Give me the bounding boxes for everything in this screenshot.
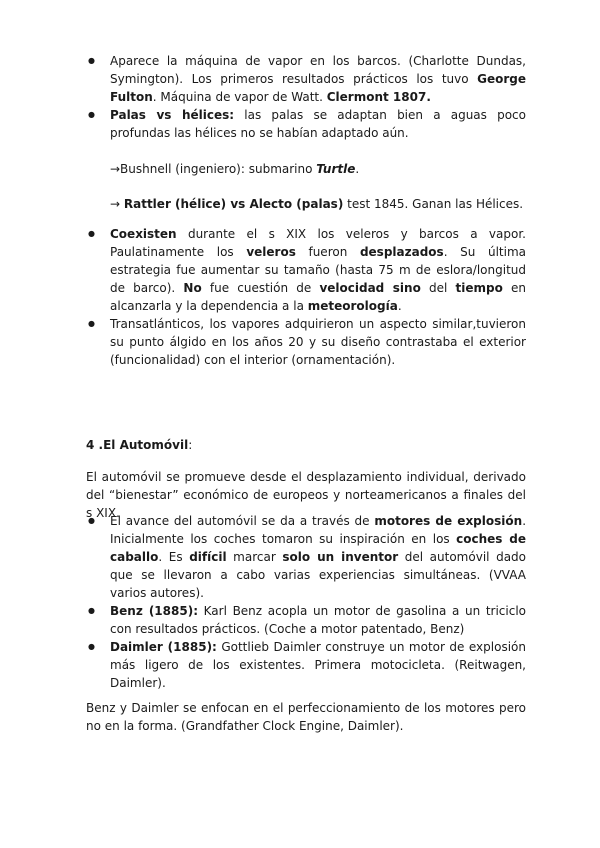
bold-text: tiempo — [455, 281, 503, 295]
text: . Máquina de vapor de Watt. — [152, 90, 327, 104]
bold-italic-text: Turtle — [316, 162, 356, 176]
text: del — [420, 281, 456, 295]
bold-text: solo un inventor — [282, 550, 399, 564]
bold-text: difícil — [189, 550, 227, 564]
list-item-engines — [86, 512, 526, 602]
text: . — [355, 162, 360, 176]
text: El avance del automóvil se da a través de — [110, 514, 375, 528]
text: . — [397, 299, 402, 313]
text: → — [110, 197, 124, 211]
text: marcar — [226, 550, 283, 564]
heading-colon: : — [188, 438, 193, 452]
list-item-transatlantic — [86, 315, 526, 369]
text: . Es — [158, 550, 190, 564]
automobile-list — [86, 512, 526, 692]
text: test 1845. Ganan las Hélices. — [343, 197, 524, 211]
text: →Bushnell (ingeniero): submarino — [110, 162, 317, 176]
text: Transatlánticos, los vapores adquirieron un aspecto similar,tuvieron su punto álgido en los años 20 y su diseño contrastaba el exterior (funcionalidad) con el interior (ornamentación). — [110, 317, 526, 367]
text: Gottlieb Daimler construye un motor de explosión más ligero de los existentes. Primera motocicleta. (Reitwagen, Daimler). — [110, 640, 526, 690]
bold-text: desplazados — [359, 245, 444, 259]
steam-ships-list — [86, 52, 526, 142]
list-item-coexist — [86, 225, 526, 315]
bold-text: Rattler (hélice) vs Alecto (palas) — [123, 197, 344, 211]
bold-text: meteorología — [307, 299, 398, 313]
bold-text: George Fulton — [110, 72, 526, 104]
text: las palas se adaptan bien a aguas poco profundas las hélices no se habían adaptado aún. — [110, 108, 526, 140]
list-item-daimler — [86, 638, 526, 692]
bold-text: veleros — [246, 245, 296, 259]
bold-text: Daimler (1885): — [110, 640, 217, 654]
bold-text: Clermont 1807. — [326, 90, 431, 104]
intro-paragraph: El automóvil se promueve desde el desplazamiento individual, derivado del “bienestar” económico de europeos y norteamericanos a finales del s XIX. — [86, 470, 526, 520]
bold-text: Palas vs hélices: — [110, 108, 235, 122]
text: Karl Benz acopla un motor de gasolina a un triciclo con resultados prácticos. (Coche a motor patentado, Benz) — [110, 604, 527, 636]
heading-text: 4 .El Automóvil — [86, 438, 189, 452]
bold-text: motores de explosión — [374, 514, 523, 528]
section-heading-automovil — [86, 436, 192, 454]
list-item-paddles-vs-propellers — [86, 106, 526, 142]
coexistence-list — [86, 225, 526, 369]
text: . Inicialmente los coches tomaron su inspiración en los — [110, 514, 527, 546]
closing-paragraph: Benz y Daimler se enfocan en el perfeccionamiento de los motores pero no en la forma. (Grandfather Clock Engine, Daimler). — [86, 701, 526, 733]
text: del automóvil dado que se llevaron a cabo varias experiencias simultáneas. (VVAA varios autores). — [110, 550, 527, 600]
text: fue cuestión de — [201, 281, 320, 295]
text: Aparece la máquina de vapor en los barcos. (Charlotte Dundas, Symington). Los primeros resultados prácticos los tuvo — [110, 54, 526, 86]
text: durante el s XIX los veleros y barcos a vapor. Paulatinamente los — [110, 227, 526, 259]
list-item-steam-engine — [86, 52, 526, 106]
text: fueron — [295, 245, 360, 259]
bold-text: Coexisten — [110, 227, 177, 241]
bold-text: coches de caballo — [110, 532, 526, 564]
text: . Su última estrategia fue aumentar su tamaño (hasta 75 m de eslora/longitud de barco). — [110, 245, 527, 295]
list-item-benz — [86, 602, 526, 638]
bold-text: No — [183, 281, 202, 295]
bold-text: Benz (1885): — [110, 604, 198, 618]
bold-text: velocidad sino — [319, 281, 421, 295]
arrow-line-bushnell — [110, 160, 530, 178]
text: en alcanzarla y la dependencia a la — [110, 281, 526, 313]
arrow-line-rattler — [110, 195, 530, 213]
